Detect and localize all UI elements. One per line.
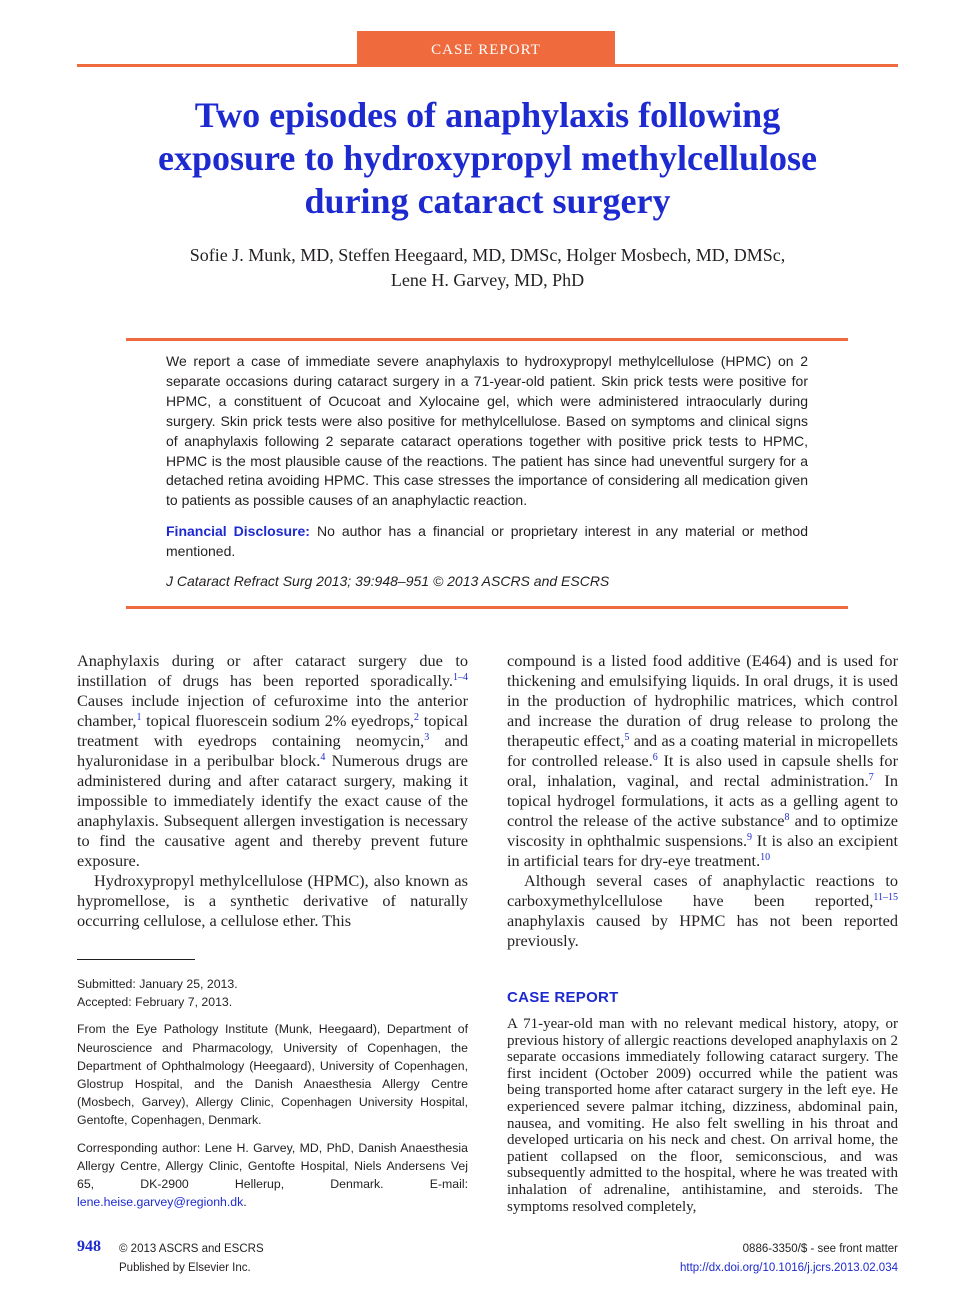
reference-link[interactable]: 2 <box>414 712 420 723</box>
title-line: during cataract surgery <box>304 181 671 221</box>
right-column-body <box>507 651 898 951</box>
abstract-top-rule <box>126 338 848 341</box>
disclosure-label: Financial Disclosure: <box>166 523 310 539</box>
reference-link[interactable]: 11–15 <box>873 892 898 903</box>
submitted-date: Submitted: January 25, 2013. <box>77 977 238 991</box>
publisher: Published by Elsevier Inc. <box>119 1262 251 1274</box>
journal-citation: J Cataract Refract Surg 2013; 39:948–951 © 2013 ASCRS and ESCRS <box>166 573 610 589</box>
reference-link[interactable]: 4 <box>320 752 326 763</box>
reference-link[interactable]: 1–4 <box>453 672 468 683</box>
accepted-date: Accepted: February 7, 2013. <box>77 995 233 1010</box>
section-heading: CASE REPORT <box>507 989 619 1006</box>
section-label: CASE REPORT <box>357 31 615 66</box>
header-rule <box>77 64 898 67</box>
reference-link[interactable]: 7 <box>868 772 874 783</box>
footnote-divider <box>77 959 195 960</box>
title-line: exposure to hydroxypropyl methylcellulose <box>157 138 818 178</box>
author-list <box>100 243 875 293</box>
paragraph: compound is a listed food additive (E464) and is used for thickening and emulsifying liquids. In oral drugs, it is used in the production of hydrophilic matrices, which control and increase the duration of drug release to prolong the therapeutic effect,$^5$ and as a coating material in micropellets for controlled release.$^6$ It is also used in capsule shells for oral, inhalation, vaginal, and rectal administration.$^7$ In topical hydrogel formulations, it acts as a gelling agent to control the release of the active substance$^8$ and to optimize viscosity in ophthalmic suspensions.$^9$ It is also an excipient in artificial tears for dry-eye treatment.$^{10}$ <box>507 651 899 870</box>
disclosure-text: No author has a financial or proprietary interest in any material or method mentioned. <box>166 523 808 559</box>
reference-link[interactable]: 5 <box>624 732 630 743</box>
issn: 0886-3350/$ - see front matter <box>742 1243 898 1255</box>
reference-link[interactable]: 10 <box>760 852 771 863</box>
reference-link[interactable]: 6 <box>652 752 658 763</box>
left-column-body <box>77 651 468 931</box>
abstract-bottom-rule <box>126 606 848 609</box>
corresponding-author: Corresponding author: Lene H. Garvey, MD, PhD, Danish Anaesthesia Allergy Centre, Allergy Clinic, Gentofte Hospital, Niels Andersens Vej 65, DK-2900 Hellerup, Denmark. E-mail: lene.heise.garvey@regionh.dk. <box>77 1140 468 1210</box>
reference-link[interactable]: 3 <box>424 732 430 743</box>
footnotes <box>77 975 468 1220</box>
abstract-text: We report a case of immediate severe anaphylaxis to hydroxypropyl methylcellulose (HPMC) on 2 separate occasions during cataract surgery in a 71-year-old patient. Skin prick tests were positive for HPMC, a constituent of Ocucoat and Xylocaine gel, which were administered intraocularly during surgery. Skin prick tests were also positive for methylcellulose. Based on symptoms and clinical signs of anaphylaxis following 2 separate cataract operations together with positive prick tests to HPMC, HPMC is the most plausible cause of the reactions. The patient has since had uneventful surgery for a detached retina avoiding HPMC. This case stresses the importance of considering all medication given to patients as possible causes of an anaphylactic reaction. <box>166 353 808 509</box>
email-link[interactable]: lene.heise.garvey@regionh.dk <box>77 1195 244 1210</box>
copyright: © 2013 ASCRS and ESCRS <box>119 1243 264 1255</box>
paragraph: Anaphylaxis during or after cataract surgery due to instillation of drugs has been reported sporadically.$^{1-4}$ Causes include injection of cefuroxime into the anterior chamber,$^1$ topical fluorescein sodium 2% eyedrops,$^2$ topical treatment with eyedrops containing neomycin,$^3$ and hyaluronidase in a peribulbar block.$^4$ Numerous drugs are administered during and after cataract surgery, making it impossible to immediately identify the exact cause of the anaphylaxis. Subsequent allergen investigation is necessary to find the causative agent and thereby prevent future exposure. <box>77 651 469 870</box>
affiliation: From the Eye Pathology Institute (Munk, Heegaard), Department of Neuroscience and Pharmacology, University of Copenhagen, the Department of Ophthalmology (Heegaard), University of Copenhagen, Glostrup Hospital, and the Danish Anaesthesia Allergy Centre (Mosbech, Garvey), Allergy Clinic, Copenhagen University Hospital, Gentofte, Copenhagen, Denmark. <box>77 1022 468 1128</box>
author-line: Lene H. Garvey, MD, PhD <box>390 270 585 290</box>
title-line: Two episodes of anaphylaxis following <box>194 95 781 135</box>
doi-link[interactable]: http://dx.doi.org/10.1016/j.jcrs.2013.02.034 <box>679 1262 898 1274</box>
author-line: Sofie J. Munk, MD, Steffen Heegaard, MD, DMSc, Holger Mosbech, MD, DMSc, <box>189 245 786 265</box>
reference-link[interactable]: 8 <box>784 812 790 823</box>
reference-link[interactable]: 1 <box>136 712 142 723</box>
article-title <box>100 94 875 223</box>
reference-link[interactable]: 9 <box>747 832 753 843</box>
case-report-text: A 71-year-old man with no relevant medical history, atopy, or previous history of allergic reactions developed anaphylaxis on 2 separate occasions immediately following cataract surgery. The first incident (October 2009) occurred while the patient was being transported home after cataract surgery in the left eye. He experienced severe palmar itching, dizziness, abdominal pain, nausea, and vomiting. He also felt swelling in his throat and developed urticaria on his neck and chest. On arrival home, the patient collapsed on the floor, semiconscious, and was subsequently admitted to the hospital, where he was treated with inhalation of adrenaline, antihistamine, and steroids. The symptoms resolved completely, <box>507 1016 898 1215</box>
page-number: 948 <box>77 1238 101 1255</box>
paragraph: Although several cases of anaphylactic reactions to carboxymethylcellulose have been reported,$^{11-15}$ anaphylaxis caused by HPMC has not been reported previously. <box>507 871 898 950</box>
paragraph: Hydroxypropyl methylcellulose (HPMC), also known as hypromellose, is a synthetic derivative of naturally occurring cellulose, a cellulose ether. This <box>77 871 468 930</box>
financial-disclosure <box>166 522 808 562</box>
